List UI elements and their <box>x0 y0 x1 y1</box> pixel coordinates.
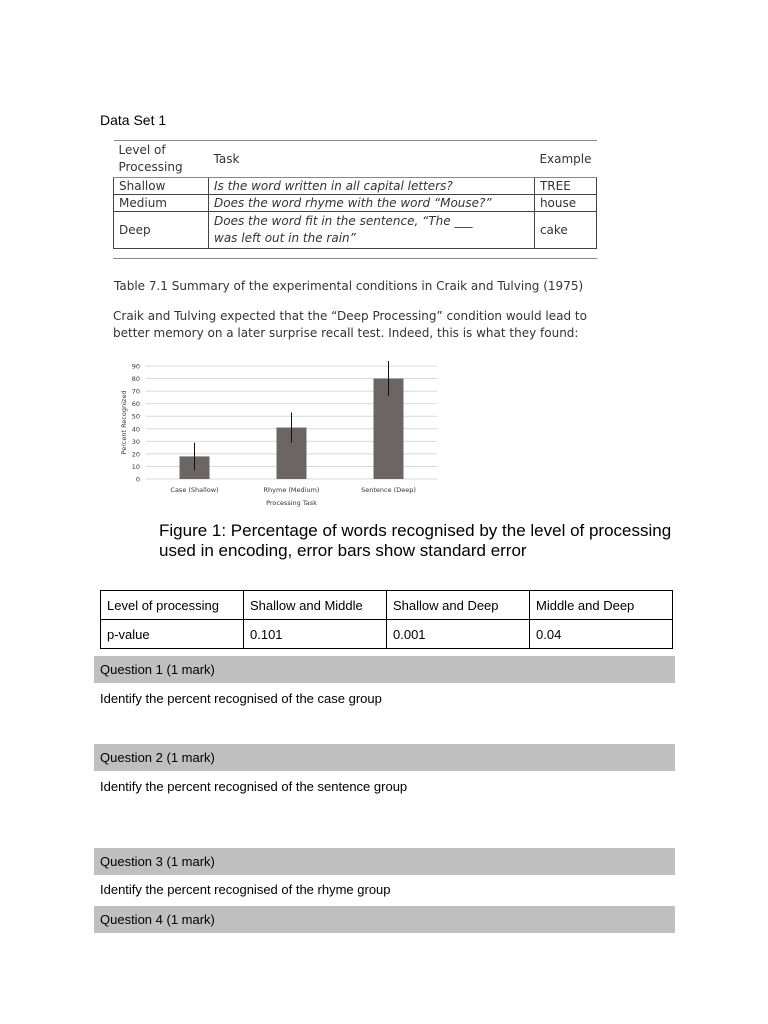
table-row <box>114 195 597 212</box>
table-row <box>114 212 597 249</box>
question-3-title: Question 3 (1 mark) <box>94 848 675 875</box>
conditions-table <box>113 140 597 249</box>
pvalue-header-row <box>101 591 673 620</box>
figure-caption: Figure 1: Percentage of words recognised by the level of processing used in encoding, error bars show standard error <box>159 521 672 560</box>
y-tick-label: 60 <box>131 400 140 409</box>
row-example: house <box>534 195 596 212</box>
y-tick-label: 50 <box>131 412 140 421</box>
x-tick-label: Rhyme (Medium) <box>263 486 320 494</box>
row-level: Shallow <box>114 178 209 195</box>
pvalue-cell: 0.101 <box>244 620 387 649</box>
data-set-heading: Data Set 1 <box>100 112 167 128</box>
pvalue-header-cell: Middle and Deep <box>530 591 673 620</box>
table-bottom-rule <box>113 258 597 259</box>
question-3-text: Identify the percent recognised of the rhyme group <box>100 882 391 897</box>
pvalue-cell: p-value <box>101 620 244 649</box>
x-tick-label: Sentence (Deep) <box>361 486 416 494</box>
table-caption: Table 7.1 Summary of the experimental conditions in Craik and Tulving (1975) <box>114 279 584 293</box>
pvalue-header-cell: Shallow and Deep <box>387 591 530 620</box>
question-2-title: Question 2 (1 mark) <box>94 744 675 771</box>
y-tick-label: 80 <box>131 375 140 384</box>
y-tick-label: 10 <box>131 462 140 471</box>
pvalue-header-cell: Shallow and Middle <box>244 591 387 620</box>
row-example: TREE <box>534 178 596 195</box>
conditions-table-header <box>114 141 597 178</box>
pvalue-row <box>101 620 673 649</box>
intro-paragraph: Craik and Tulving expected that the “Deep Processing” condition would lead to better memory on a later surprise recall test. Indeed, this is what they found: <box>113 309 587 340</box>
header-task: Task <box>209 141 535 178</box>
header-example: Example <box>534 141 596 178</box>
row-task: Does the word rhyme with the word “Mouse?” <box>214 196 492 210</box>
y-tick-label: 20 <box>131 450 140 459</box>
row-level: Deep <box>114 212 209 249</box>
recall-bar-chart <box>112 356 452 511</box>
question-1-text: Identify the percent recognised of the case group <box>100 691 382 706</box>
question-2-text: Identify the percent recognised of the sentence group <box>100 779 408 794</box>
y-tick-label: 40 <box>131 425 140 434</box>
pvalue-cell: 0.001 <box>387 620 530 649</box>
x-axis-label: Processing Task <box>266 499 317 507</box>
table-row <box>114 178 597 195</box>
question-4-title: Question 4 (1 mark) <box>94 906 675 933</box>
row-task: Does the word fit in the sentence, “The ___ was left out in the rain” <box>214 214 473 245</box>
pvalue-table <box>100 590 673 649</box>
row-example: cake <box>534 212 596 249</box>
question-1-title: Question 1 (1 mark) <box>94 656 675 683</box>
y-tick-label: 30 <box>131 437 140 446</box>
y-tick-label: 90 <box>131 362 140 371</box>
pvalue-header-cell: Level of processing <box>101 591 244 620</box>
row-level: Medium <box>114 195 209 212</box>
y-axis-label: Percent Recognized <box>120 390 128 455</box>
pvalue-cell: 0.04 <box>530 620 673 649</box>
x-tick-label: Case (Shallow) <box>170 486 219 494</box>
y-tick-label: 0 <box>135 475 140 484</box>
header-level: Level of Processing <box>114 141 209 178</box>
row-task: Is the word written in all capital letters? <box>214 179 453 193</box>
y-tick-label: 70 <box>131 387 140 396</box>
